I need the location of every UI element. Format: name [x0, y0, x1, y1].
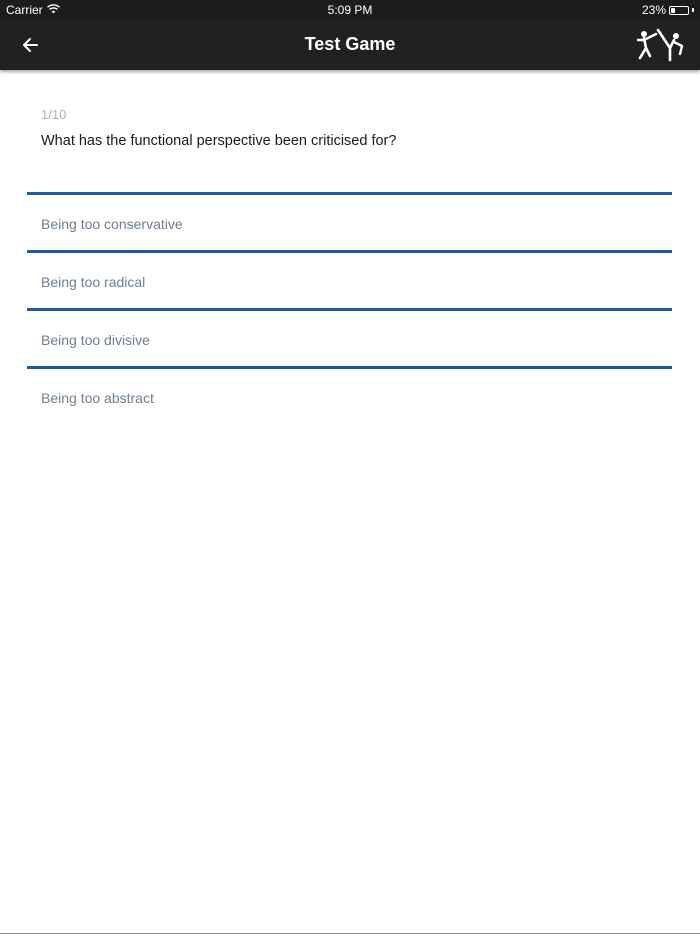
answer-label: Being too radical — [41, 274, 146, 290]
battery-percent: 23% — [641, 3, 666, 17]
page-title: Test Game — [304, 34, 396, 54]
carrier-label: Carrier — [6, 3, 43, 17]
answer-option-3[interactable] — [27, 308, 672, 366]
answer-option-1[interactable] — [27, 192, 672, 250]
question-text: What has the functional perspective been criticised for? — [41, 133, 397, 149]
app-bar — [0, 20, 700, 70]
status-time: 5:09 PM — [327, 3, 373, 17]
answer-option-2[interactable] — [27, 250, 672, 308]
battery-level-fill — [671, 8, 675, 13]
martial-arts-fighters-logo-icon — [634, 26, 686, 64]
battery-icon — [669, 6, 689, 15]
question-progress: 1/10 — [41, 107, 67, 122]
answer-label: Being too divisive — [41, 332, 150, 348]
answer-label: Being too conservative — [41, 216, 183, 232]
answer-list — [27, 192, 672, 424]
status-bar — [0, 0, 700, 20]
status-right — [642, 3, 694, 17]
answer-option-4[interactable] — [27, 366, 672, 424]
question-block — [41, 106, 661, 150]
answer-label: Being too abstract — [41, 390, 154, 406]
battery-cap — [692, 8, 694, 12]
